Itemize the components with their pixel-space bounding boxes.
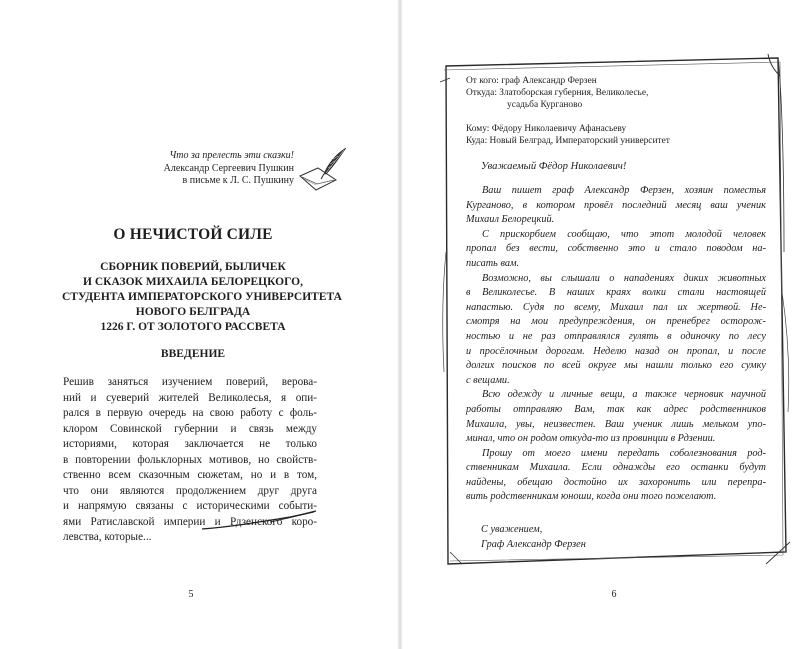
text-line: и напрямую связаны с историческими событи- <box>63 500 317 512</box>
text-line: ственно всем сказочным сюжетам, но и в том, <box>63 469 317 481</box>
text-line: С прискорбием сообщаю, что этот молодой человек <box>482 228 766 240</box>
text-line: вить родственникам юноши, когда они того пожелают. <box>466 491 717 503</box>
text-line: ственникам Михаила. Если однажды его останки будут <box>466 462 766 474</box>
quill-and-letter-icon <box>296 146 348 194</box>
text-line: историями, которая заключается не только <box>63 438 317 450</box>
book-gutter <box>397 0 403 649</box>
letter-to: Кому: Фёдору Николаевичу Афанасьеву <box>466 124 627 134</box>
epigraph-quote: Что за прелесть эти сказки! <box>169 150 294 161</box>
text-line: в повторении фольклорных мотивов, но свойств- <box>63 453 317 466</box>
subtitle-line: НОВОГО БЕЛГРАДА <box>135 306 251 318</box>
text-line: долгих поисков по всей округе мы нашли только его сумку <box>466 360 766 372</box>
subtitle-line: И СКАЗОК МИХАИЛА БЕЛОРЕЦКОГО, <box>83 276 303 288</box>
page-number: 6 <box>611 589 617 600</box>
subtitle-line: 1226 Г. ОТ ЗОЛОТОГО РАССВЕТА <box>100 321 286 333</box>
letter-paragraph <box>466 184 766 228</box>
letter-paragraph <box>466 447 766 505</box>
text-line: рался в первую очередь на свою работу с фоль- <box>63 407 317 419</box>
text-line: Возможно, вы слышали о нападениях диких животных <box>482 272 766 284</box>
text-line: ний и суеверий жителей Великолесья, я опи- <box>63 391 317 404</box>
letter-closing <box>466 523 766 552</box>
subtitle-line: СБОРНИК ПОВЕРИЙ, БЫЛИЧЕК <box>100 261 286 273</box>
text-line: с вещами. <box>466 374 510 386</box>
text-line: работы отправляю Вам, так как адрес родственников <box>466 403 766 415</box>
letter <box>466 75 766 552</box>
text-line: напастью. Судя по всему, Михаил пал их жертвой. Не- <box>466 301 766 313</box>
chapter-title: О НЕЧИСТОЙ СИЛЕ <box>113 226 273 243</box>
letter-paragraph <box>466 272 766 389</box>
letter-from-place-cont: усадьба Курганово <box>507 100 583 110</box>
letter-to-place: Куда: Новый Белград, Императорский университет <box>466 136 670 146</box>
text-line: Михаил Белорецкий. <box>466 214 555 226</box>
text-line: смотря на мои предупреждения, он пренебрег осторож- <box>466 316 766 328</box>
letter-signature: Граф Александр Ферзен <box>481 538 586 550</box>
text-line: что они являются продолжением друг друга <box>63 484 317 497</box>
text-line: ями Ратиславской империи и Рдзенского коро- <box>63 515 317 528</box>
text-line: в Великолесье. В наших краях волки стали настоящей <box>466 287 766 299</box>
text-line: и просёлочным дорогам. Неделю назад он пропал, и после <box>466 345 766 357</box>
epigraph-author: Александр Сергеевич Пушкин <box>163 162 294 174</box>
letter-from-place: Откуда: Златоборская губерния, Великолесье, <box>466 88 649 98</box>
epigraph <box>120 150 294 188</box>
letter-from: От кого: граф Александр Ферзен <box>466 76 597 86</box>
epigraph-source: в письме к Л. С. Пушкину <box>182 175 294 186</box>
text-line: левства, которые... <box>63 531 152 543</box>
text-line: Прошу от моего имени передать соболезнования род- <box>482 447 766 459</box>
text-line: Михаила, увы, неизвестен. Ваш ученик лишь мельком упо- <box>466 418 766 430</box>
text-line: писать вам. <box>466 257 520 269</box>
text-line: ностью и не раз отправлялся гулять в одиночку по лесу <box>466 330 766 342</box>
letter-greeting: Уважаемый Фёдор Николаевич! <box>481 161 627 172</box>
pen-strikethrough-mark <box>200 508 318 534</box>
text-line: Ваш пишет граф Александр Ферзен, хозяин поместья <box>482 185 766 196</box>
page-number: 5 <box>188 589 194 600</box>
text-line: Курганово, в котором провёл последний месяц ваш ученик <box>466 199 766 211</box>
letter-header <box>466 75 766 147</box>
text-line: пропал без вести, собственно это и стало поводом на- <box>466 243 766 255</box>
subtitle-line: СТУДЕНТА ИМПЕРАТОРСКОГО УНИВЕРСИТЕТА <box>62 291 342 303</box>
letter-paragraph <box>466 388 766 446</box>
text-line: найдены, обещаю достойно их захоронить или перепра- <box>466 476 766 488</box>
letter-paragraph <box>466 228 766 272</box>
book-subtitle <box>62 260 342 335</box>
section-heading: ВВЕДЕНИЕ <box>160 348 226 360</box>
text-line: клором Совинской губернии и связь между <box>63 422 317 435</box>
text-line: Решив заняться изучением поверий, верова- <box>63 376 317 388</box>
letter-body <box>466 184 766 505</box>
closing-phrase: С уважением, <box>481 524 543 536</box>
text-line: минал, что он родом откуда-то из провинции в Рдзении. <box>466 433 716 445</box>
text-line: Всю одежду и личные вещи, а также черновик научной <box>482 389 766 401</box>
